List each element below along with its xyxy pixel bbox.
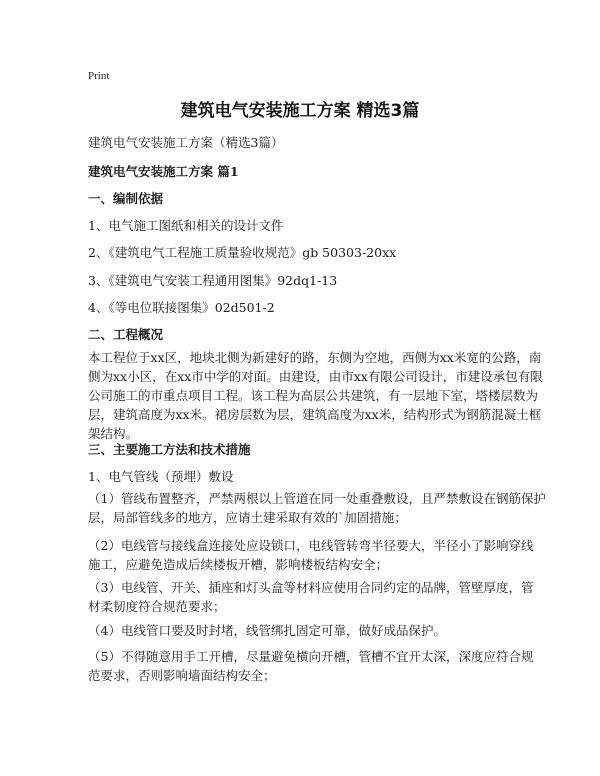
overview-line: 架结构。 xyxy=(88,426,139,441)
print-label: Print xyxy=(88,70,110,82)
method-item xyxy=(88,647,534,685)
overview-paragraph xyxy=(88,348,543,443)
method-item xyxy=(88,578,534,616)
section-title: 建筑电气安装施工方案 篇1 xyxy=(88,164,239,179)
method-item-line: （3）电线管、开关、插座和灯头盒等材料应使用合同约定的品牌，管壁厚度，管 xyxy=(88,580,534,595)
heading-basis: 一、编制依据 xyxy=(88,191,164,206)
heading-overview: 二、工程概况 xyxy=(88,327,164,342)
subheading-conduit: 1、电气管线（预埋）敷设 xyxy=(88,469,234,484)
basis-item: 2、《建筑电气工程施工质量验收规范》gb 50303-20xx xyxy=(88,245,397,260)
method-item-line: （4）电线管口要及时封堵，线管绑扎固定可靠，做好成品保护。 xyxy=(88,623,446,638)
document-title: 建筑电气安装施工方案 精选3篇 xyxy=(180,101,420,121)
method-item-line: 范要求，否则影响墙面结构安全； xyxy=(88,668,276,683)
method-item xyxy=(88,621,520,640)
method-item-line: 施工，应避免造成后续楼板开槽，影响楼板结构安全； xyxy=(88,557,389,572)
basis-item: 1、电气施工图纸和相关的设计文件 xyxy=(88,218,284,233)
method-item-line: （2）电线管与接线盒连接处应设锁口，电线管转弯半径要大，半径小了影响穿线 xyxy=(88,538,534,553)
document-subtitle: 建筑电气安装施工方案（精选3篇） xyxy=(88,135,284,150)
overview-line: 层，建筑高度为xx米。裙房层数为层，建筑高度为xx米，结构形式为钢筋混凝土框 xyxy=(88,407,542,422)
heading-methods: 三、主要施工方法和技术措施 xyxy=(88,442,251,457)
method-item xyxy=(88,489,546,527)
method-item-line: 层，局部管线多的地方，应请土建采取有效的`加固措施； xyxy=(88,510,407,525)
overview-line: 本工程位于xx区，地块北侧为新建好的路，东侧为空地，西侧为xx米宽的公路，南 xyxy=(88,350,542,365)
method-item xyxy=(88,536,534,574)
basis-item: 4、《等电位联接图集》02d501-2 xyxy=(88,300,275,315)
basis-item: 3、《建筑电气安装工程通用图集》92dq1-13 xyxy=(88,273,338,288)
overview-line: 公司施工的市重点项目工程。该工程为高层公共建筑，有一层地下室，塔楼层数为 xyxy=(88,388,539,403)
overview-line: 侧为xx小区，在xx市中学的对面。由建设，由市xx有限公司设计，市建设承包有限 xyxy=(88,369,543,384)
method-item-line: 材柔韧度符合规范要求； xyxy=(88,599,226,614)
method-item-line: （5）不得随意用手工开槽，尽量避免横向开槽，管槽不宜开太深，深度应符合规 xyxy=(88,649,534,664)
method-item-line: （1）管线布置整齐，严禁两根以上管道在同一处重叠敷设，且严禁敷设在钢筋保护 xyxy=(88,491,546,506)
